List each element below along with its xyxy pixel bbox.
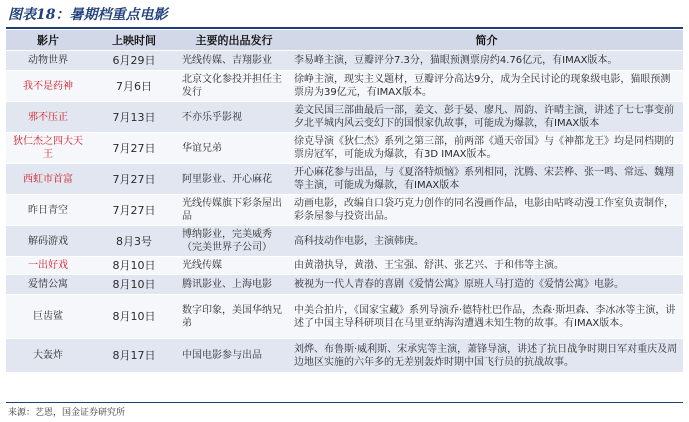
summary-cell: 被视为一代人青春的喜剧《爱情公寓》原班人马打造的《爱情公寓》电影。	[290, 275, 683, 295]
date-cell: 8月10日	[90, 295, 178, 339]
date-cell: 8月17日	[90, 339, 178, 373]
date-cell: 7月27日	[90, 133, 178, 164]
header-producer: 主要的出品发行	[178, 30, 290, 51]
table-row	[6, 339, 683, 373]
date-cell: 6月29日	[90, 51, 178, 71]
producer-cell: 阿里影业、开心麻花	[178, 164, 290, 195]
bottom-divider	[6, 402, 683, 403]
film-cell: 昨日青空	[6, 195, 90, 226]
summary-cell: 高科技动作电影，主演韩庚。	[290, 226, 683, 257]
producer-cell: 腾讯影业、上海电影	[178, 275, 290, 295]
film-cell: 西虹市首富	[6, 164, 90, 195]
date-cell: 7月27日	[90, 164, 178, 195]
header-row	[6, 30, 683, 51]
film-cell: 爱情公寓	[6, 275, 90, 295]
summary-cell: 中美合拍片，《国家宝藏》系列导演乔·德特杜巴作品，杰森·斯坦森、李冰冰等主演，讲述了中国主导科研项目在马里亚纳海沟遭遇未知生物的故事。有IMAX版本。	[290, 295, 683, 339]
producer-cell: 光线传媒旗下彩条屋出品	[178, 195, 290, 226]
date-cell: 7月13日	[90, 102, 178, 133]
summary-cell: 动画电影，改编自口袋巧克力创作的同名漫画作品，电影由咕咚动漫工作室负责制作，彩条屋参与投资出品。	[290, 195, 683, 226]
film-cell: 狄仁杰之四大天王	[6, 133, 90, 164]
producer-cell: 北京文化参投并担任主发行	[178, 71, 290, 102]
date-cell: 7月6日	[90, 71, 178, 102]
summary-cell: 徐峥主演，现实主义题材，豆瓣评分高达9分，成为全民讨论的现象级电影，猫眼预测票房为39亿元，有IMAX版本。	[290, 71, 683, 102]
producer-cell: 数字印象，美国华纳兄弟	[178, 295, 290, 339]
table-row	[6, 71, 683, 102]
summary-cell: 李易峰主演，豆瓣评分7.3分，猫眼预测票房约4.76亿元，有IMAX版本。	[290, 51, 683, 71]
summary-cell: 徐克导演《狄仁杰》系列之第三部，前两部《通天帝国》与《神都龙王》均是同档期的票房冠军，可能成为爆款，有3D IMAX版本。	[290, 133, 683, 164]
header-film: 影片	[6, 30, 90, 51]
table-row	[6, 51, 683, 71]
table-row	[6, 164, 683, 195]
film-cell: 解码游戏	[6, 226, 90, 257]
producer-cell: 博纳影业，完美威秀（完美世界子公司）	[178, 226, 290, 257]
date-cell: 8月10日	[90, 275, 178, 295]
table-row	[6, 257, 683, 275]
title-divider	[6, 27, 683, 29]
date-cell: 8月10日	[90, 257, 178, 275]
header-summary: 简介	[290, 30, 683, 51]
producer-cell: 不亦乐乎影视	[178, 102, 290, 133]
film-cell: 大轰炸	[6, 339, 90, 373]
table-row	[6, 133, 683, 164]
table-title: 图表18：暑期档重点电影	[8, 7, 168, 23]
producer-cell: 华谊兄弟	[178, 133, 290, 164]
producer-cell: 光线传媒	[178, 257, 290, 275]
producer-cell: 光线传媒、吉翔影业	[178, 51, 290, 71]
header-date: 上映时间	[90, 30, 178, 51]
date-cell: 7月27日	[90, 195, 178, 226]
film-cell: 巨齿鲨	[6, 295, 90, 339]
film-cell: 动物世界	[6, 51, 90, 71]
table-row	[6, 275, 683, 295]
film-cell: 我不是药神	[6, 71, 90, 102]
table-row	[6, 195, 683, 226]
producer-cell: 中国电影参与出品	[178, 339, 290, 373]
summary-cell: 刘烨、布鲁斯·威利斯、宋承宪等主演，萧锋导演，讲述了抗日战争时期日军对重庆及周边地区实施的六年多的无差别轰炸时期中国飞行员的抗战故事。	[290, 339, 683, 373]
source-note: 来源：艺恩，国金证券研究所	[8, 408, 126, 418]
film-cell: 一出好戏	[6, 257, 90, 275]
movie-table	[6, 30, 683, 373]
summary-cell: 姜文民国三部曲最后一部，姜文、彭于晏、廖凡、周韵、许晴主演，讲述了七七事变前夕北平城内风云变幻下的国恨家仇故事，可能成为爆款，有IMAX版本	[290, 102, 683, 133]
date-cell: 8月3号	[90, 226, 178, 257]
summary-cell: 开心麻花参与出品，与《夏洛特烦恼》系列相同，沈腾、宋芸桦、张一鸣、常远、魏翔等主演，可能成为爆款，有IMAX版本	[290, 164, 683, 195]
film-cell: 邪不压正	[6, 102, 90, 133]
summary-cell: 由黄渤执导，黄渤、王宝强、舒淇、张艺兴、于和伟等主演。	[290, 257, 683, 275]
table-row	[6, 295, 683, 339]
table-row	[6, 102, 683, 133]
table-row	[6, 226, 683, 257]
